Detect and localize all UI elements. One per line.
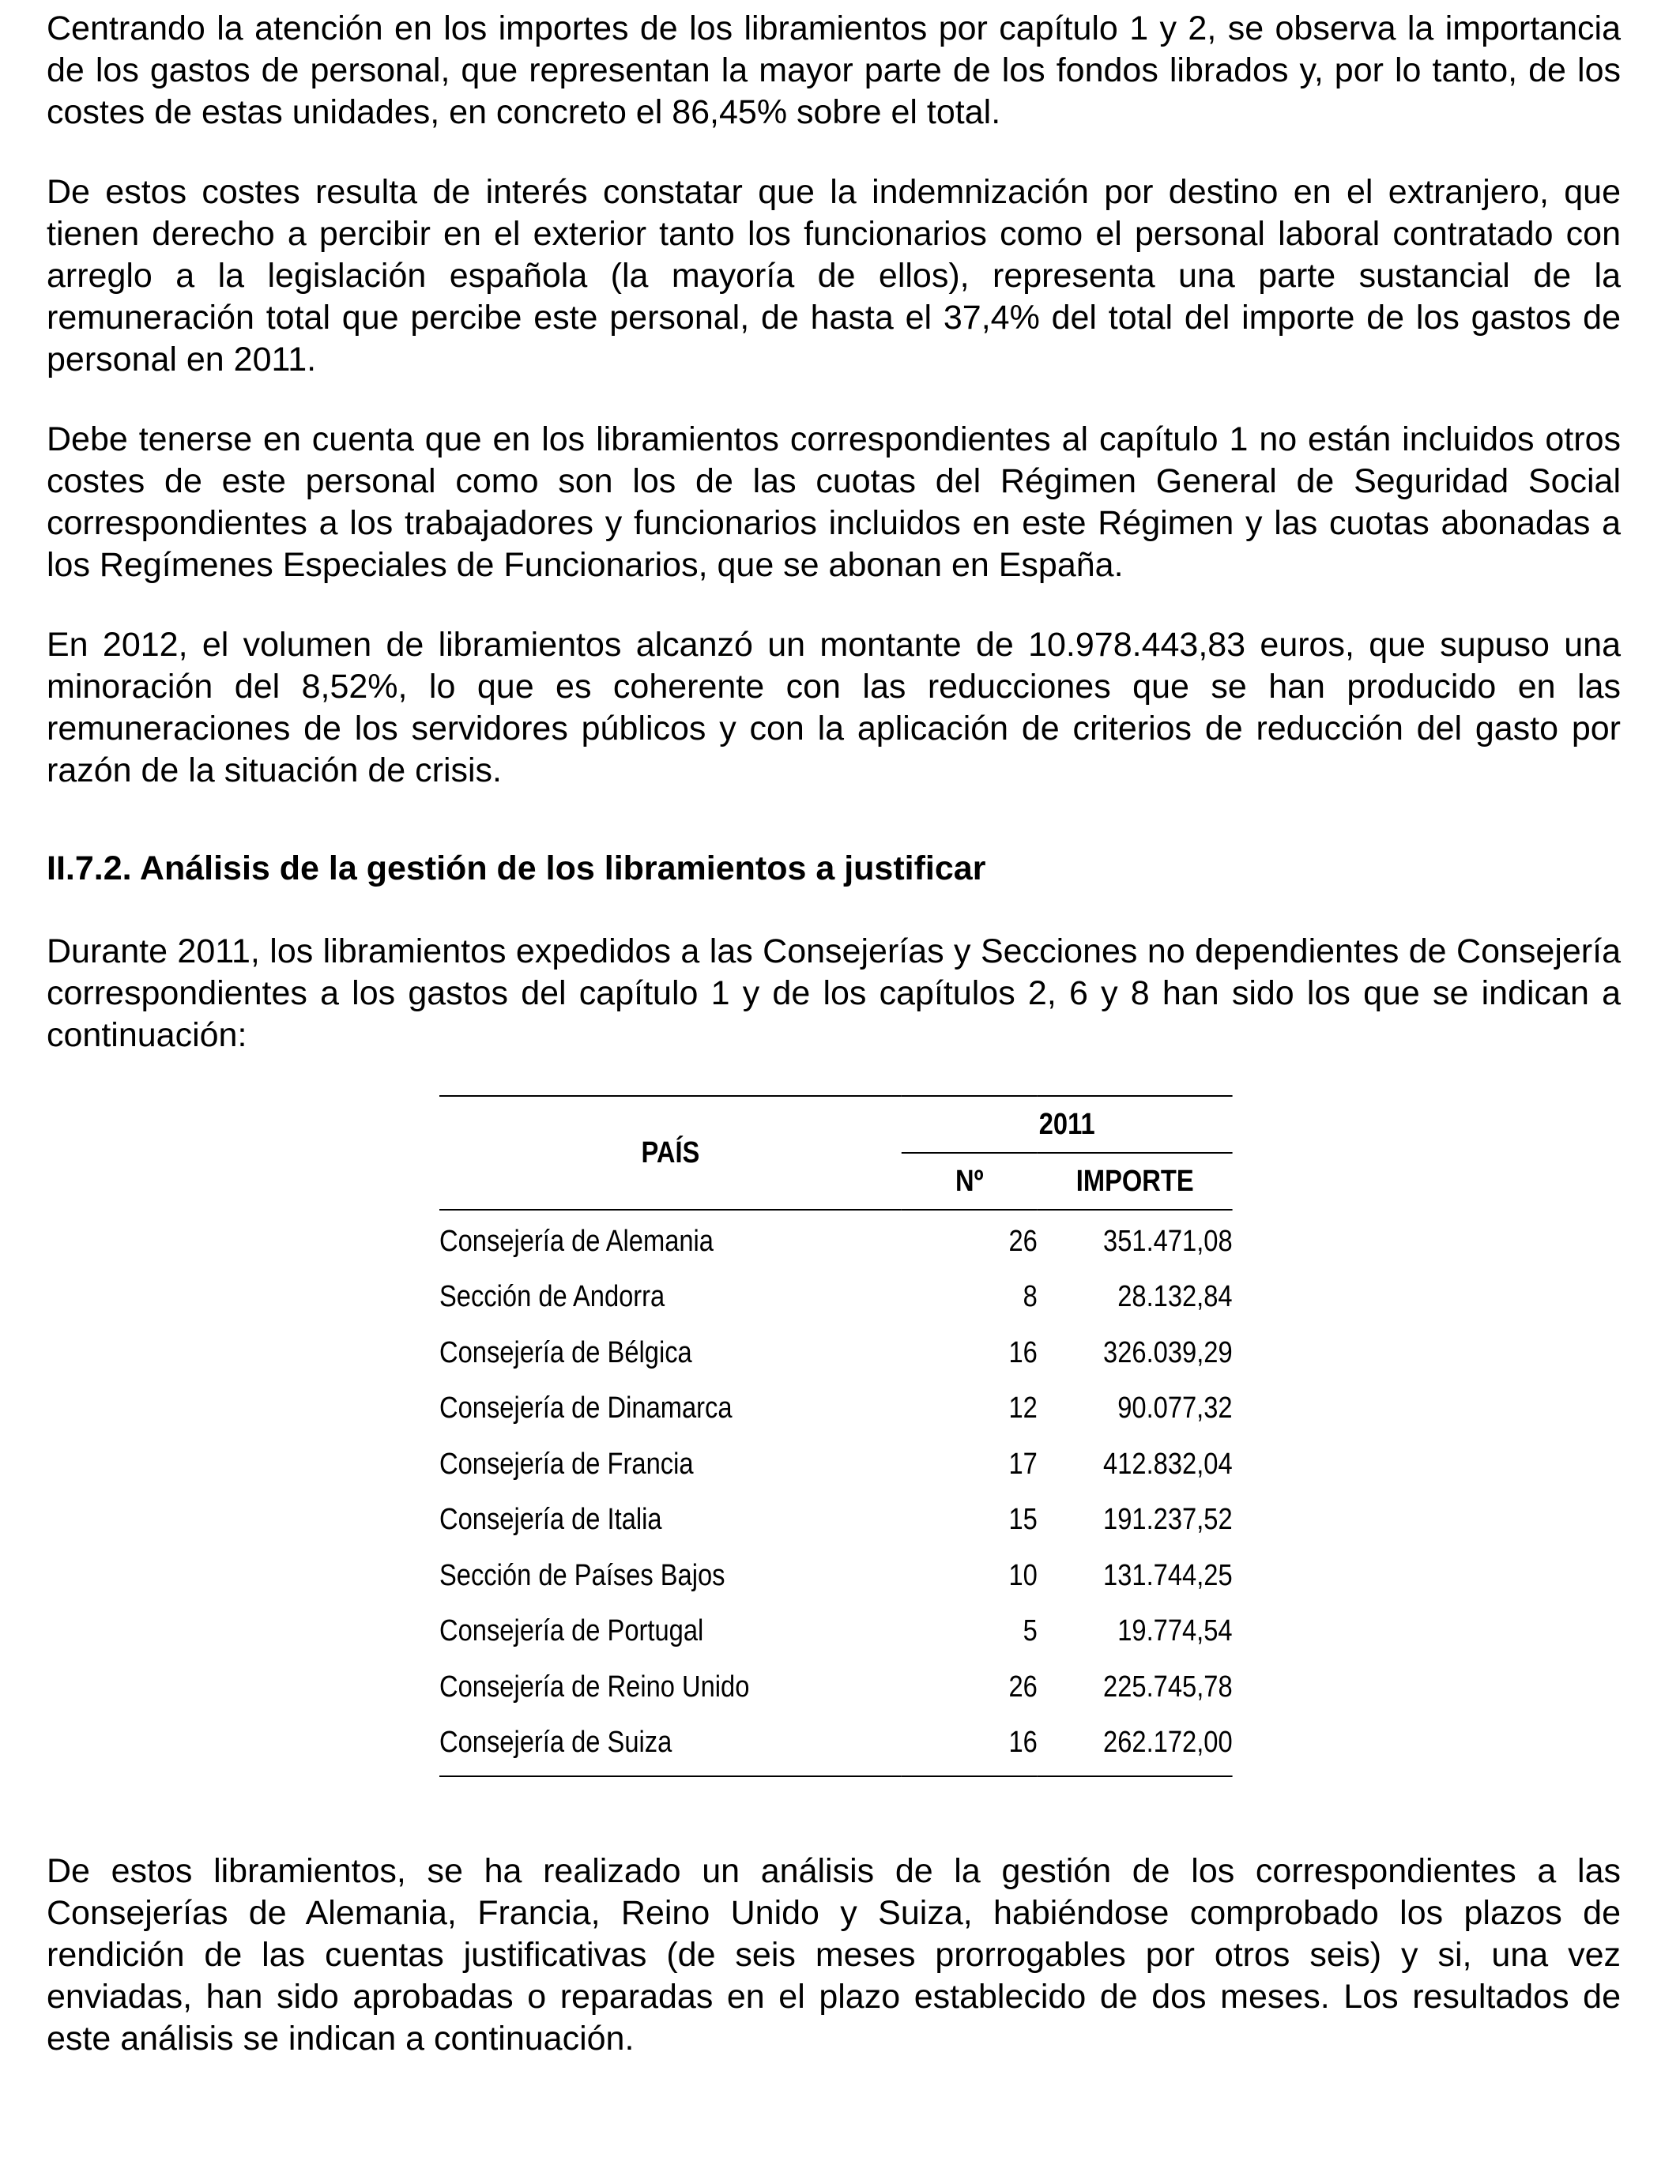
cell-amount: 19.774,54 <box>1117 1614 1233 1648</box>
cell-country: Consejería de Bélgica <box>439 1335 692 1369</box>
cell-count: 15 <box>1008 1503 1038 1537</box>
table-row <box>439 1604 1233 1660</box>
cell-count: 10 <box>1008 1558 1038 1592</box>
cell-count: 16 <box>902 1715 1038 1777</box>
cell-count: 12 <box>1008 1391 1038 1425</box>
paragraph-personnel-costs: Centrando la atención en los importes de los libramientos por capítulo 1 y 2, se observa la importancia de los gastos de personal, que representan la mayor parte de los fondos librados y, por lo tanto, de los costes de estas unidades, en concreto el 86,45% sobre el total. <box>47 9 1621 131</box>
cell-country: Sección de Países Bajos <box>439 1558 725 1592</box>
table-row <box>439 1715 1233 1777</box>
cell-amount: 225.745,78 <box>1103 1670 1233 1704</box>
cell-country: Sección de Andorra <box>439 1280 665 1314</box>
paragraph-excluded-costs: Debe tenerse en cuenta que en los libramientos correspondientes al capítulo 1 no están incluidos otros costes de este personal como son los de las cuotas del Régimen General de Seguridad Social correspondientes a los trabajadores y funcionarios incluidos en este Régimen y las cuotas abonadas a los Regímenes Especiales de Funcionarios, que se abonan en España. <box>47 420 1621 584</box>
paragraph-foreign-allowance: De estos costes resulta de interés constatar que la indemnización por destino en el extranjero, que tienen derecho a percibir en el exterior tanto los funcionarios como el personal laboral contratado con arreglo a la legislación española (la mayoría de ellos), representa una parte sustancial de la remuneración total que percibe este personal, de hasta el 37,4% del total del importe de los gastos de personal en 2011. <box>47 173 1621 378</box>
table-row <box>439 1325 1233 1381</box>
column-header-country: PAÍS <box>439 1096 902 1210</box>
cell-country: Consejería de Italia <box>439 1503 662 1537</box>
table-row <box>439 1381 1233 1437</box>
cell-country: Consejería de Alemania <box>439 1224 714 1258</box>
cell-count: 17 <box>1008 1447 1038 1481</box>
cell-country: Consejería de Francia <box>439 1447 694 1481</box>
cell-count: 26 <box>1008 1224 1038 1258</box>
cell-country: Consejería de Dinamarca <box>439 1391 733 1425</box>
section-heading: II.7.2. Análisis de la gestión de los libramientos a justificar <box>47 849 986 887</box>
table-body <box>439 1210 1233 1776</box>
cell-country: Consejería de Portugal <box>439 1614 704 1648</box>
cell-count: 5 <box>1023 1614 1038 1648</box>
paragraph-2012-volume: En 2012, el volumen de libramientos alcanzó un montante de 10.978.443,83 euros, que supuso una minoración del 8,52%, lo que es coherente con las reducciones que se han producido en las remuneraciones de los servidores públicos y con la aplicación de criterios de reducción del gasto por razón de la situación de crisis. <box>47 626 1621 789</box>
table-row <box>439 1548 1233 1604</box>
table-row <box>439 1270 1233 1326</box>
paragraph-table-intro: Durante 2011, los libramientos expedidos a las Consejerías y Secciones no dependientes de Consejería correspondientes a los gastos del capítulo 1 y de los capítulos 2, 6 y 8 han sido los que se indican a continuación: <box>47 932 1621 1054</box>
libramientos-table <box>439 1095 1233 1777</box>
table-row <box>439 1437 1233 1493</box>
cell-amount: 326.039,29 <box>1103 1335 1233 1369</box>
cell-count: 16 <box>1008 1335 1038 1369</box>
cell-amount: 262.172,00 <box>1038 1715 1233 1777</box>
cell-amount: 191.237,52 <box>1103 1503 1233 1537</box>
column-header-amount: IMPORTE <box>1075 1164 1194 1198</box>
column-header-count: Nº <box>955 1164 984 1198</box>
cell-country: Consejería de Suiza <box>439 1715 902 1777</box>
cell-amount: 90.077,32 <box>1117 1391 1233 1425</box>
cell-amount: 28.132,84 <box>1117 1280 1233 1314</box>
table-row <box>439 1659 1233 1715</box>
table-row <box>439 1493 1233 1549</box>
column-header-year: 2011 <box>902 1096 1233 1153</box>
table-row <box>439 1210 1233 1270</box>
cell-count: 26 <box>1008 1670 1038 1704</box>
paragraph-analysis-results: De estos libramientos, se ha realizado un análisis de la gestión de los correspondientes a las Consejerías de Alemania, Francia, Reino Unido y Suiza, habiéndose comprobado los plazos de rendición de las cuentas justificativas (de seis meses prorrogables por otros seis) y si, una vez enviadas, han sido aprobadas o reparadas en el plazo establecido de dos meses. Los resultados de este análisis se indican a continuación. <box>47 1852 1621 2058</box>
cell-count: 8 <box>1023 1280 1038 1314</box>
cell-amount: 412.832,04 <box>1103 1447 1233 1481</box>
cell-country: Consejería de Reino Unido <box>439 1670 750 1704</box>
libramientos-table-container <box>439 1095 1233 1777</box>
cell-amount: 351.471,08 <box>1103 1224 1233 1258</box>
cell-amount: 131.744,25 <box>1103 1558 1233 1592</box>
